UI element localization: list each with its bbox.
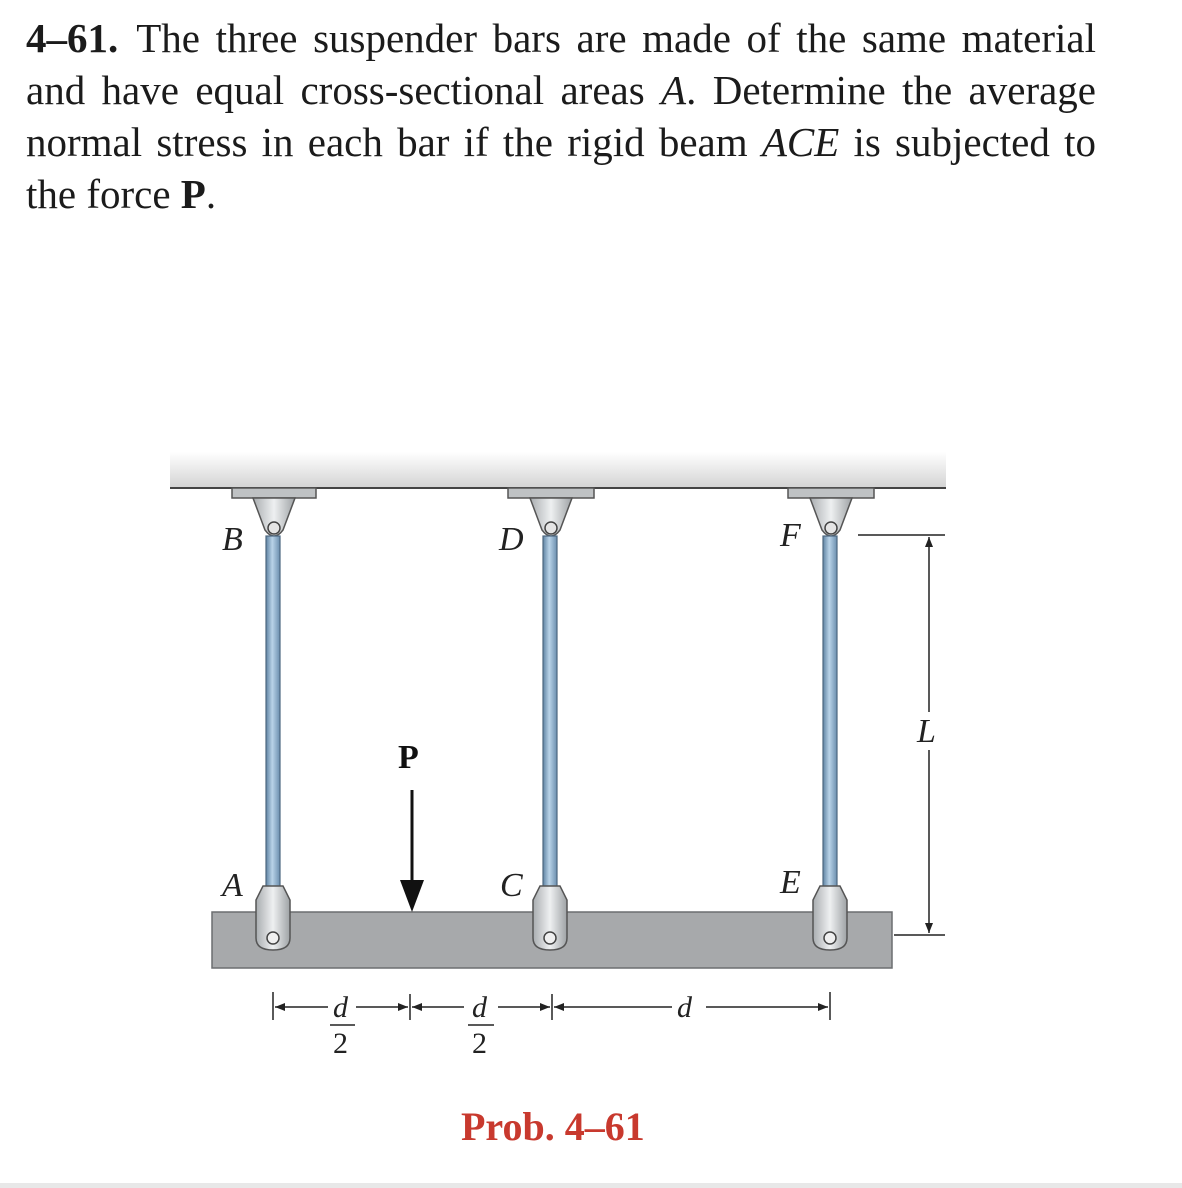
problem-text-2: . Determine the average normal stress in each bar if the rigid beam (26, 67, 1096, 165)
label-e: E (780, 864, 801, 901)
label-b: B (222, 521, 243, 558)
dim-d-2: d (472, 991, 487, 1024)
var-force: P (180, 171, 206, 217)
dimension-chain (273, 992, 830, 1020)
var-area: A (661, 67, 687, 113)
dim-d-3: d (677, 991, 692, 1024)
dim-den-1: 2 (333, 1027, 348, 1060)
clevis-e (813, 886, 847, 950)
label-c: C (500, 867, 523, 904)
var-beam: ACE (761, 119, 840, 165)
label-p: P (398, 739, 419, 776)
problem-number: 4–61. (26, 15, 119, 61)
label-a: A (222, 867, 243, 904)
label-l: L (917, 713, 936, 750)
bar-ab (266, 536, 280, 888)
bracket-b (232, 488, 316, 536)
clevis-c (533, 886, 567, 950)
bar-cd (543, 536, 557, 888)
bar-ef (823, 536, 837, 888)
dim-d-1: d (333, 991, 348, 1024)
problem-text-1: The three suspender bars are made of the same material and have equal cross-sectional areas (26, 15, 1096, 113)
label-f: F (780, 517, 801, 554)
dim-den-2: 2 (472, 1027, 487, 1060)
label-d: D (499, 521, 524, 558)
clevis-a (256, 886, 290, 950)
force-p-arrow (400, 790, 424, 912)
problem-text-4: . (205, 171, 217, 217)
problem-text-3: is subjected to the force (26, 119, 1096, 217)
page-edge (0, 1183, 1182, 1188)
bracket-f (788, 488, 874, 536)
figure-caption: Prob. 4–61 (461, 1104, 645, 1149)
ceiling (170, 452, 946, 488)
